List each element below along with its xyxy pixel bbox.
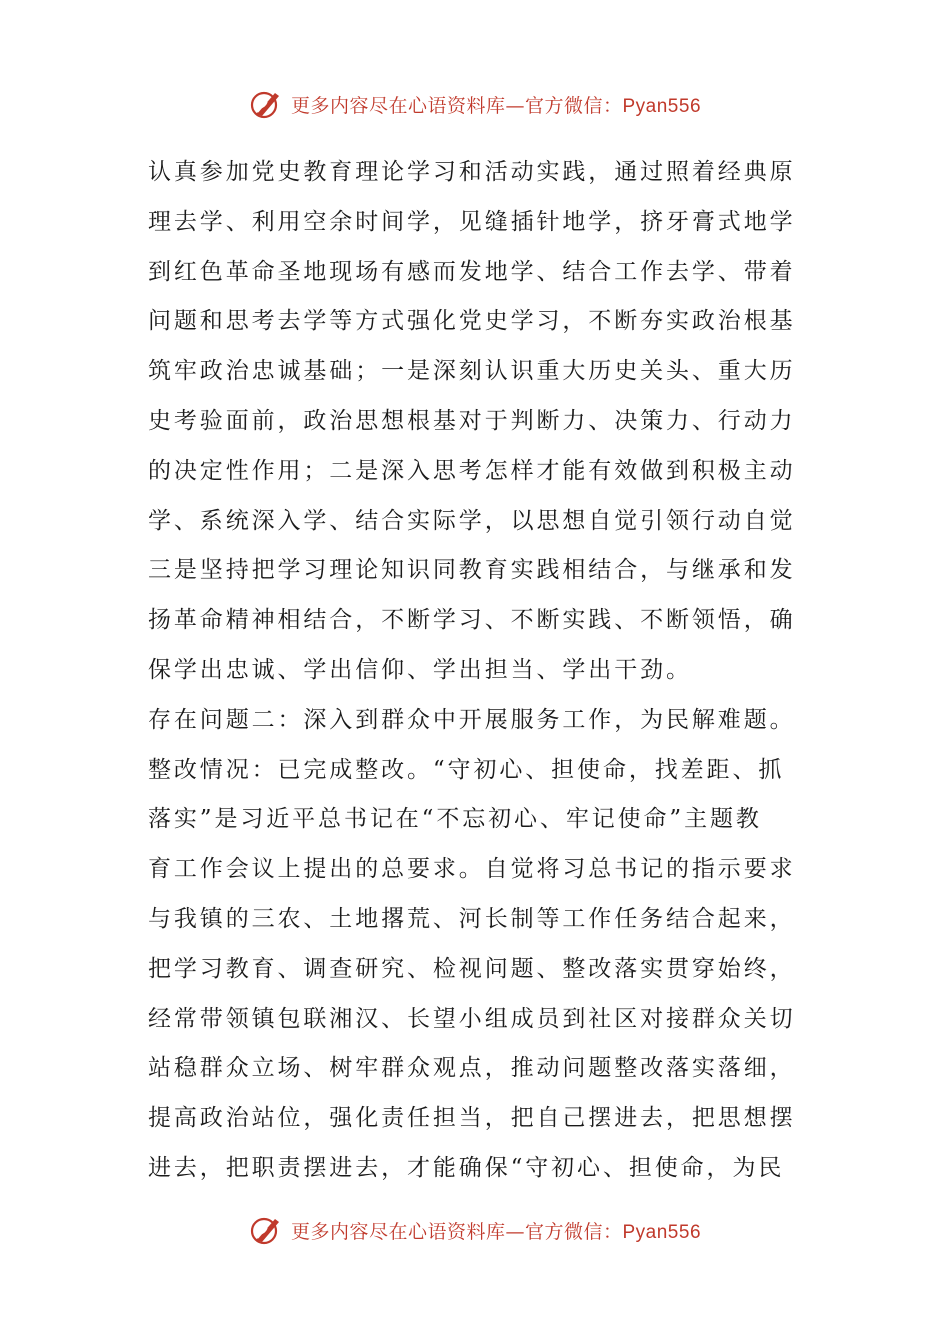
quill-pen-circle-icon <box>249 87 283 121</box>
body-line: 学、系统深入学、结合实际学，以思想自觉引领行动自觉 <box>148 507 796 534</box>
quill-pen-circle-icon <box>249 1213 283 1247</box>
banner-slogan: 更多内容尽在心语资料库—官方微信： <box>290 1220 623 1243</box>
body-line: 的决定性作用；二是深入思考怎样才能有效做到积极主动 <box>148 457 796 484</box>
body-line: 育工作会议上提出的总要求。自觉将习总书记的指示要求 <box>148 856 796 883</box>
banner-text <box>291 1217 701 1244</box>
body-line: 认真参加党史教育理论学习和活动实践，通过照着经典原 <box>148 159 796 185</box>
header-banner <box>0 84 950 124</box>
body-line: 与我镇的三农、土地撂荒、河长制等工作任务结合起来， <box>148 905 796 932</box>
banner-wechat-id: Pyan556 <box>622 1221 702 1243</box>
body-line: 落实”是习近平总书记在“不忘初心、牢记使命”主题教 <box>148 806 762 833</box>
body-line: 进去，把职责摆进去，才能确保“守初心、担使命，为民 <box>148 1154 785 1181</box>
banner-wechat-id: Pyan556 <box>622 95 702 117</box>
body-line: 史考验面前，政治思想根基对于判断力、决策力、行动力 <box>148 407 796 434</box>
body-line: 站稳群众立场、树牢群众观点，推动问题整改落实落细， <box>148 1055 796 1082</box>
banner-slogan: 更多内容尽在心语资料库—官方微信： <box>290 94 623 117</box>
body-line: 三是坚持把学习理论知识同教育实践相结合，与继承和发 <box>148 557 796 584</box>
body-line: 把学习教育、调查研究、检视问题、整改落实贯穿始终， <box>148 955 796 982</box>
body-line: 筑牢政治忠诚基础；一是深刻认识重大历史关头、重大历 <box>148 358 796 385</box>
body-line: 到红色革命圣地现场有感而发地学、结合工作去学、带着 <box>148 258 796 285</box>
body-line: 提高政治站位，强化责任担当，把自己摆进去，把思想摆 <box>148 1105 796 1132</box>
footer-banner <box>0 1210 950 1250</box>
body-line: 问题和思考去学等方式强化党史学习，不断夯实政治根基 <box>148 308 796 335</box>
body-line: 理去学、利用空余时间学，见缝插针地学，挤牙膏式地学 <box>148 208 796 235</box>
body-line: 整改情况：已完成整改。“守初心、担使命，找差距、抓 <box>148 756 785 783</box>
body-line: 保学出忠诚、学出信仰、学出担当、学出干劲。 <box>148 656 692 683</box>
body-line: 扬革命精神相结合，不断学习、不断实践、不断领悟，确 <box>148 607 796 634</box>
body-line: 经常带领镇包联湘汉、长望小组成员到社区对接群众关切 <box>148 1005 796 1032</box>
section-heading-issue-two: 存在问题二：深入到群众中开展服务工作，为民解难题。 <box>148 706 796 733</box>
banner-text <box>291 91 701 118</box>
document-body <box>148 148 808 1194</box>
